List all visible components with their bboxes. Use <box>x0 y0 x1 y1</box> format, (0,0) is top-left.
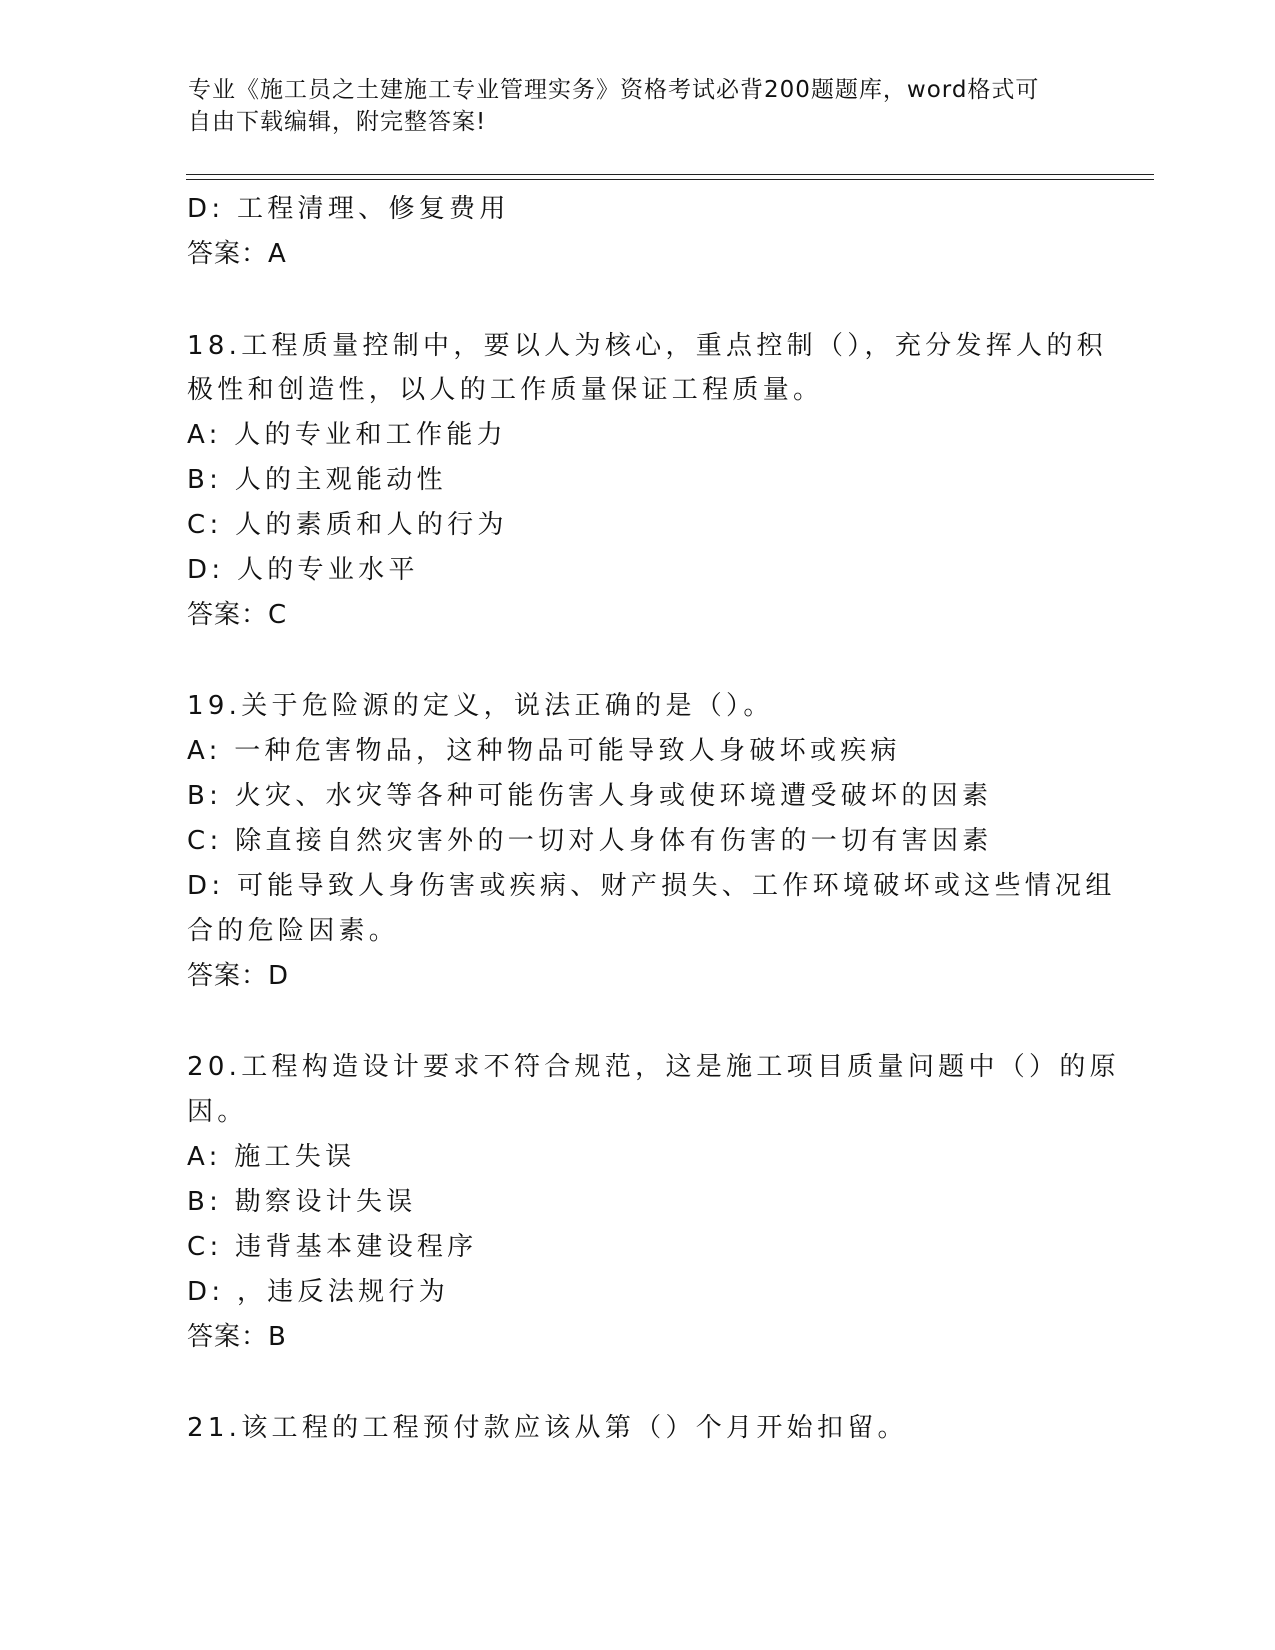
document-header <box>188 74 1068 138</box>
q18-text-line-2: 极性和创造性，以人的工作质量保证工程质量。 <box>187 375 824 405</box>
q19-option-d-line-1: D: 可能导致人身伤害或疾病、财产损失、工作环境破坏或这些情况组 <box>187 871 1116 901</box>
q20-option-c: C: 违背基本建设程序 <box>187 1232 478 1262</box>
header-title-line-1: 专业《施工员之土建施工专业管理实务》资格考试必背200题题库，word格式可 <box>188 77 1040 103</box>
q18-option-d: D: 人的专业水平 <box>187 555 419 585</box>
q20-text-line-2: 因。 <box>187 1097 248 1127</box>
q19-option-a: A: 一种危害物品，这种物品可能导致人身破坏或疾病 <box>187 736 901 766</box>
header-rule-top <box>186 174 1154 175</box>
q20-answer: 答案：B <box>187 1322 287 1352</box>
q20-option-a: A: 施工失误 <box>187 1142 356 1172</box>
q18-answer: 答案：C <box>187 600 288 630</box>
q20-option-d: D: ，违反法规行为 <box>187 1277 450 1307</box>
prev-answer: 答案：A <box>187 239 287 269</box>
header-rule-bottom <box>186 179 1154 180</box>
q18-text-line-1: 18.工程质量控制中，要以人为核心，重点控制（），充分发挥人的积 <box>187 331 1107 361</box>
q20-text-line-1: 20.工程构造设计要求不符合规范，这是施工项目质量问题中（）的原 <box>187 1052 1120 1082</box>
q19-option-b: B: 火灾、水灾等各种可能伤害人身或使环境遭受破坏的因素 <box>187 781 993 811</box>
q19-option-c: C: 除直接自然灾害外的一切对人身体有伤害的一切有害因素 <box>187 826 993 856</box>
q19-text-line-1: 19.关于危险源的定义，说法正确的是（）。 <box>187 691 774 721</box>
q19-answer: 答案：D <box>187 961 290 991</box>
prev-option-d: D: 工程清理、修复费用 <box>187 194 510 224</box>
q19-option-d-line-2: 合的危险因素。 <box>187 916 400 946</box>
q20-option-b: B: 勘察设计失误 <box>187 1187 417 1217</box>
q18-option-b: B: 人的主观能动性 <box>187 465 447 495</box>
q18-option-c: C: 人的素质和人的行为 <box>187 510 508 540</box>
q18-option-a: A: 人的专业和工作能力 <box>187 420 507 450</box>
header-title-line-2: 自由下载编辑，附完整答案! <box>188 109 487 135</box>
q21-text-line-1: 21.该工程的工程预付款应该从第（）个月开始扣留。 <box>187 1413 908 1443</box>
